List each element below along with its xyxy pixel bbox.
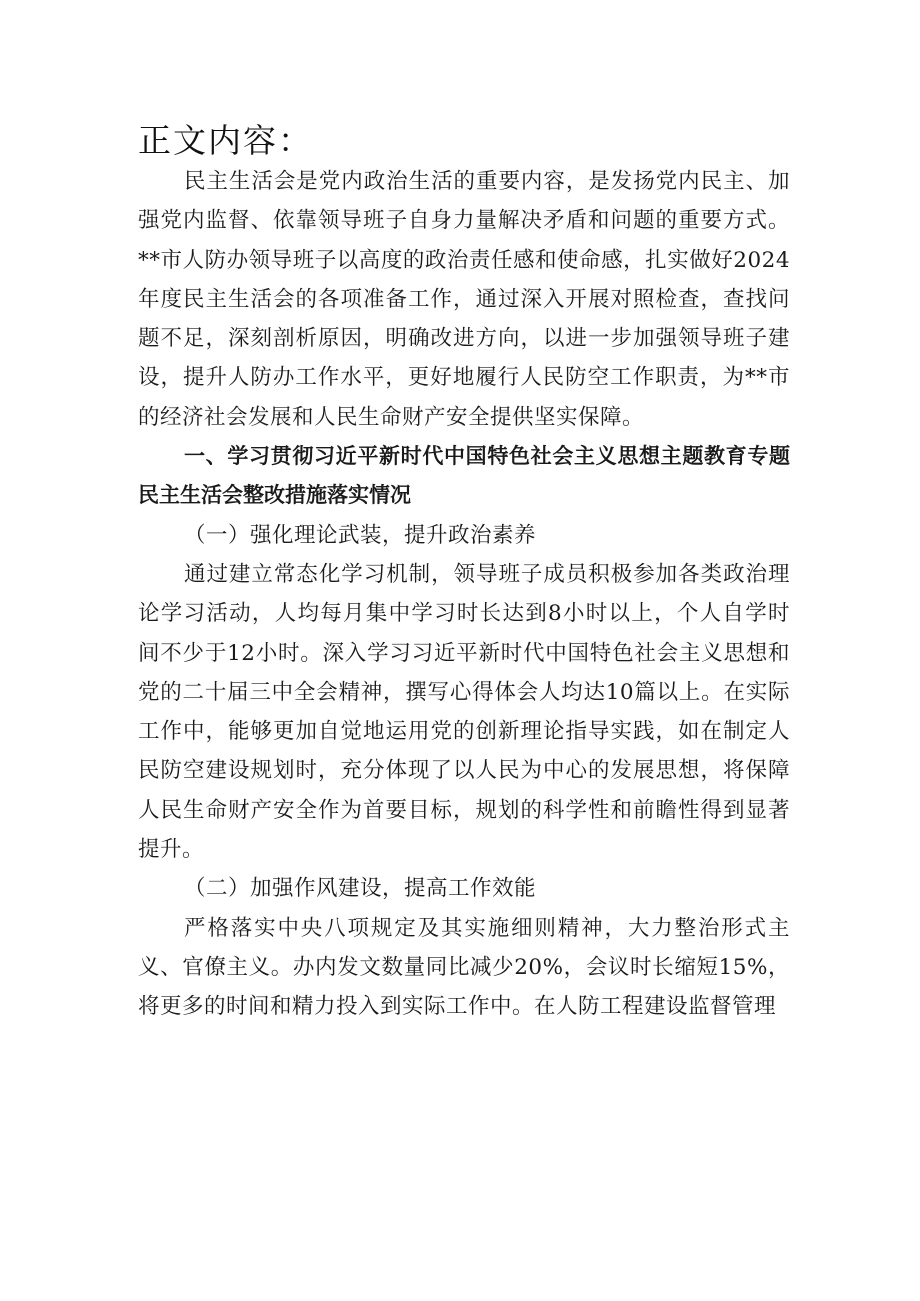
intro-paragraph: 民主生活会是党内政治生活的重要内容，是发扬党内民主、加强党内监督、依靠领导班子自身力量解决矛盾和问题的重要方式。**市人防办领导班子以高度的政治责任感和使命感，扎实做好2024年度民主生活会的各项准备工作，通过深入开展对照检查，查找问题不足，深刻剖析原因，明确改进方向，以进一步加强领导班子建设，提升人防办工作水平，更好地履行人民防空工作职责，为**市的经济社会发展和人民生命财产安全提供坚实保障。 bbox=[138, 169, 790, 430]
document-heading: 正文内容： bbox=[138, 121, 313, 160]
subsection-2-paragraph: 严格落实中央八项规定及其实施细则精神，大力整治形式主义、官僚主义。办内发文数量同比减少20%，会议时长缩短15%，将更多的时间和精力投入到实际工作中。在人防工程建设监督管理 bbox=[138, 915, 790, 1020]
document-body bbox=[138, 162, 790, 1027]
subsection-1-paragraph: 通过建立常态化学习机制，领导班子成员积极参加各类政治理论学习活动，人均每月集中学习时长达到8小时以上，个人自学时间不少于12小时。深入学习习近平新时代中国特色社会主义思想和党的二十届三中全会精神，撰写心得体会人均达10篇以上。在实际工作中，能够更加自觉地运用党的创新理论指导实践，如在制定人民防空建设规划时，充分体现了以人民为中心的发展思想，将保障人民生命财产安全作为首要目标，规划的科学性和前瞻性得到显著提升。 bbox=[138, 561, 790, 863]
subsection-2-title: （二）加强作风建设，提高工作效能 bbox=[184, 876, 537, 902]
section-1-title: 一、学习贯彻习近平新时代中国特色社会主义思想主题教育专题民主生活会整改措施落实情况 bbox=[138, 444, 790, 508]
subsection-1-title: （一）强化理论武装，提升政治素养 bbox=[184, 522, 537, 548]
